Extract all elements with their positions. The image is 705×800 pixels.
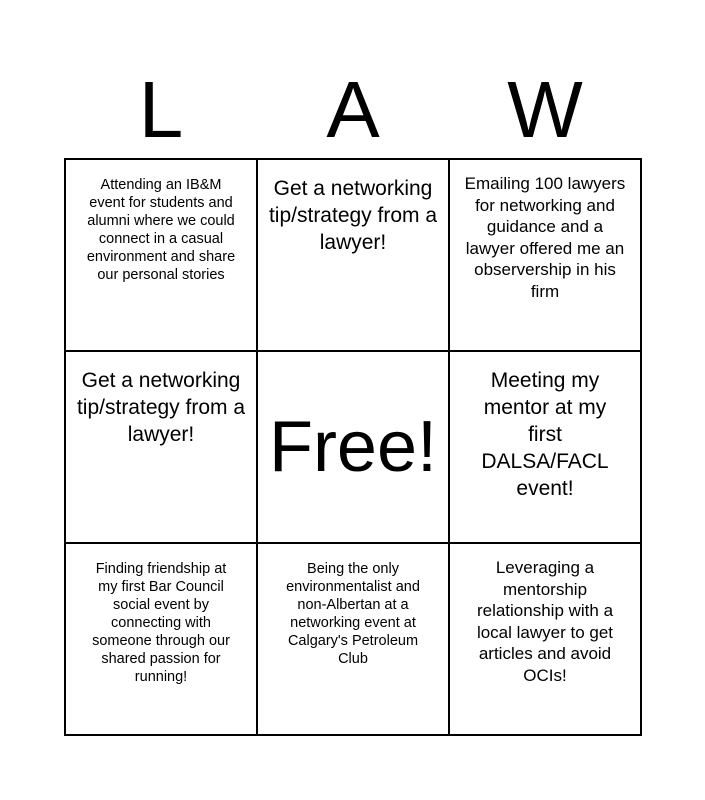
bingo-cell-1[interactable] [66, 160, 258, 352]
bingo-cell-4[interactable] [66, 352, 258, 544]
bingo-cell-text: Attending an IB&M event for students and alumni where we could connect in a casual environment and share our personal stories [86, 177, 236, 283]
bingo-header [65, 62, 641, 158]
bingo-cell-7[interactable] [66, 544, 258, 734]
free-space-cell[interactable] [258, 352, 450, 544]
bingo-cell-text: Get a networking tip/strategy from a lawyer! [268, 177, 438, 254]
bingo-cell-9[interactable] [450, 544, 640, 734]
bingo-board [64, 158, 642, 736]
header-letter-a: A [326, 65, 380, 154]
bingo-cell-text: Meeting my mentor at my first DALSA/FACL event! [481, 369, 609, 500]
free-space-text: Free! [268, 407, 438, 487]
header-letter-w: W [507, 65, 583, 154]
bingo-cell-text: Leveraging a mentorship relationship with a local lawyer to get articles and avoid OCIs! [476, 558, 614, 685]
bingo-cell-2[interactable] [258, 160, 450, 352]
bingo-cell-text: Being the only environmentalist and non-Albertan at a networking event at Calgary's Petroleum Club [286, 561, 420, 667]
bingo-cell-6[interactable] [450, 352, 640, 544]
bingo-cell-text: Finding friendship at my first Bar Council social event by connecting with someone through our shared passion for running! [92, 561, 230, 685]
bingo-cell-3[interactable] [450, 160, 640, 352]
bingo-cell-text: Get a networking tip/strategy from a lawyer! [76, 369, 246, 446]
bingo-cell-text: Emailing 100 lawyers for networking and guidance and a lawyer offered me an observership in his firm [464, 174, 626, 301]
header-letter-l: L [138, 65, 184, 154]
bingo-cell-8[interactable] [258, 544, 450, 734]
